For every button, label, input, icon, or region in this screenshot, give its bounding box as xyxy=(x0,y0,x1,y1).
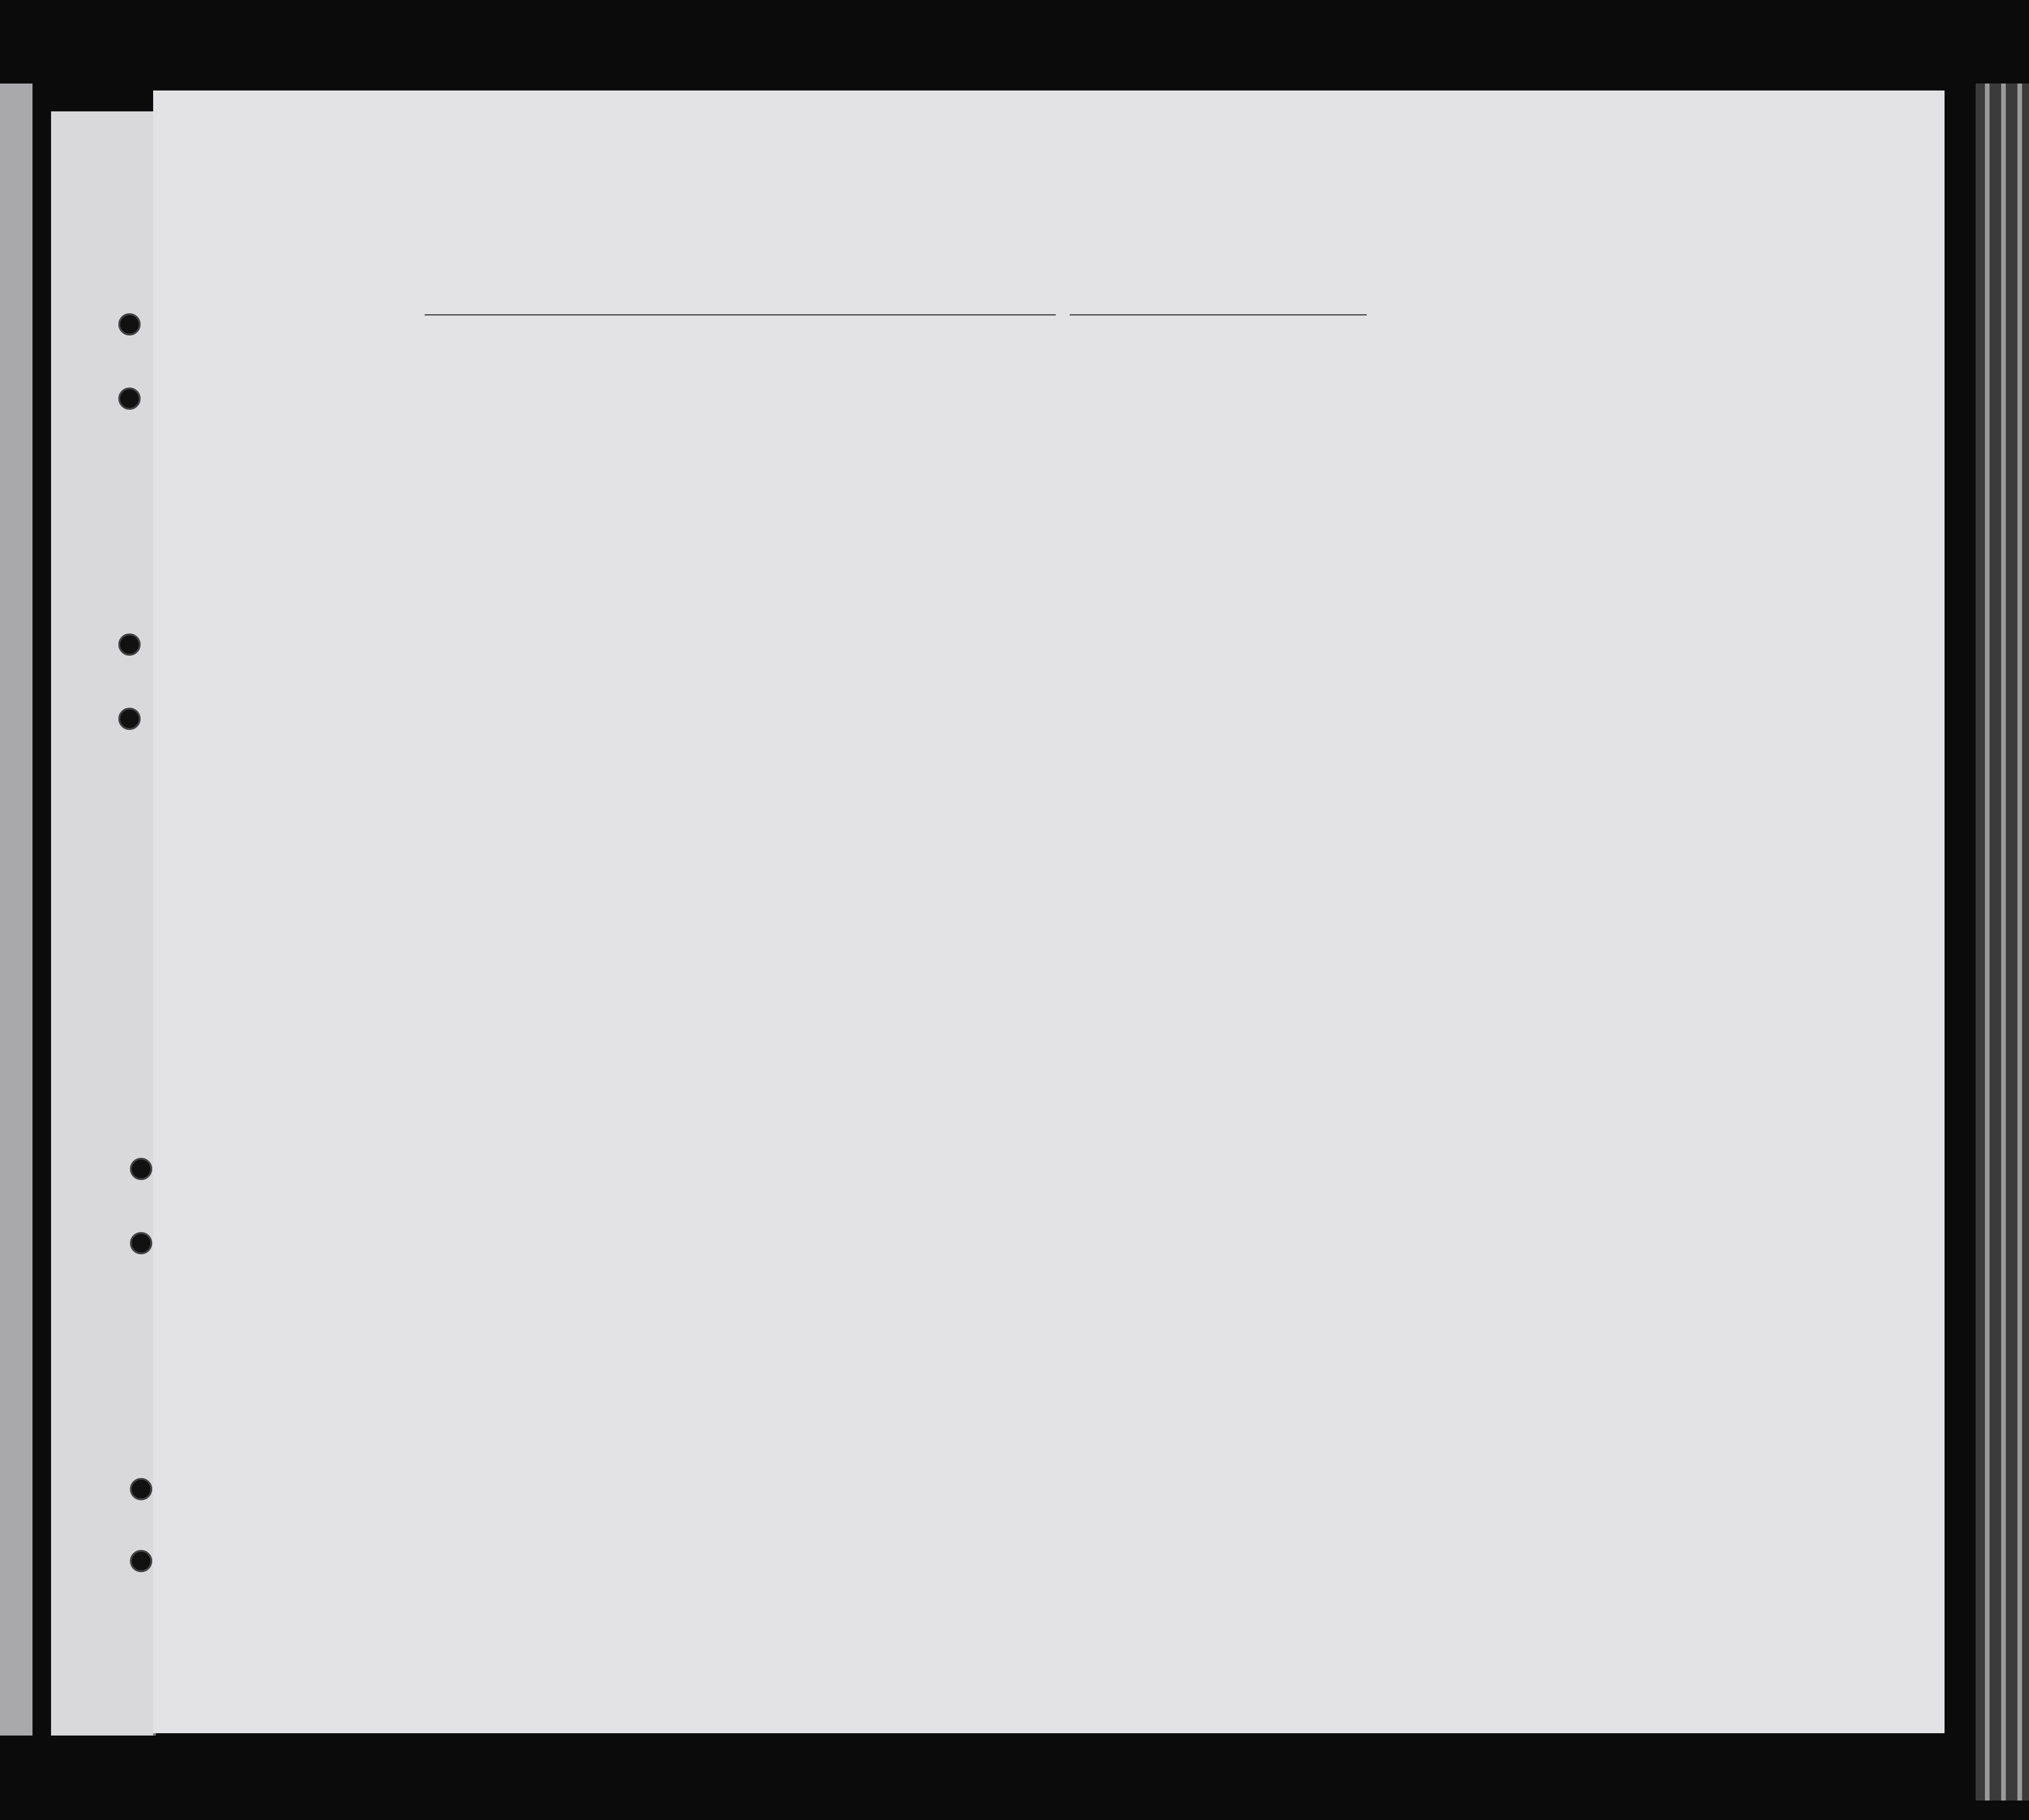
binding-hole xyxy=(118,633,141,656)
header-fifty-dollars xyxy=(767,367,787,492)
port-underline xyxy=(425,314,1056,316)
right-page-edge xyxy=(2001,84,2006,1801)
right-adjacent-pages xyxy=(1976,84,2029,1801)
header-anarchist xyxy=(1362,367,1381,492)
binding-hole xyxy=(130,1158,152,1180)
right-page-edge xyxy=(1985,84,1990,1801)
header-purpose-citizen xyxy=(1271,376,1303,492)
header-purpose-length xyxy=(1207,376,1267,492)
header-polygamist xyxy=(1339,367,1357,492)
header-ticket xyxy=(651,367,677,492)
manifest-sheet xyxy=(153,90,1945,1733)
date-underline xyxy=(1070,314,1367,316)
header-deported xyxy=(1470,367,1507,492)
binding-hole xyxy=(118,708,141,730)
binding-hole xyxy=(130,1478,152,1500)
left-page-edge xyxy=(0,84,32,1736)
binding-hole xyxy=(118,387,141,410)
header-inches xyxy=(1645,427,1664,478)
binding-hole xyxy=(130,1232,152,1254)
header-offer xyxy=(1434,367,1467,492)
binding-hole xyxy=(130,1550,152,1572)
header-purpose-return xyxy=(1165,376,1202,492)
binding-hole xyxy=(118,313,141,336)
right-page-edge xyxy=(2017,84,2022,1801)
header-feet xyxy=(1624,427,1643,478)
header-overthrow xyxy=(1385,367,1432,492)
header-prison xyxy=(1306,367,1334,492)
